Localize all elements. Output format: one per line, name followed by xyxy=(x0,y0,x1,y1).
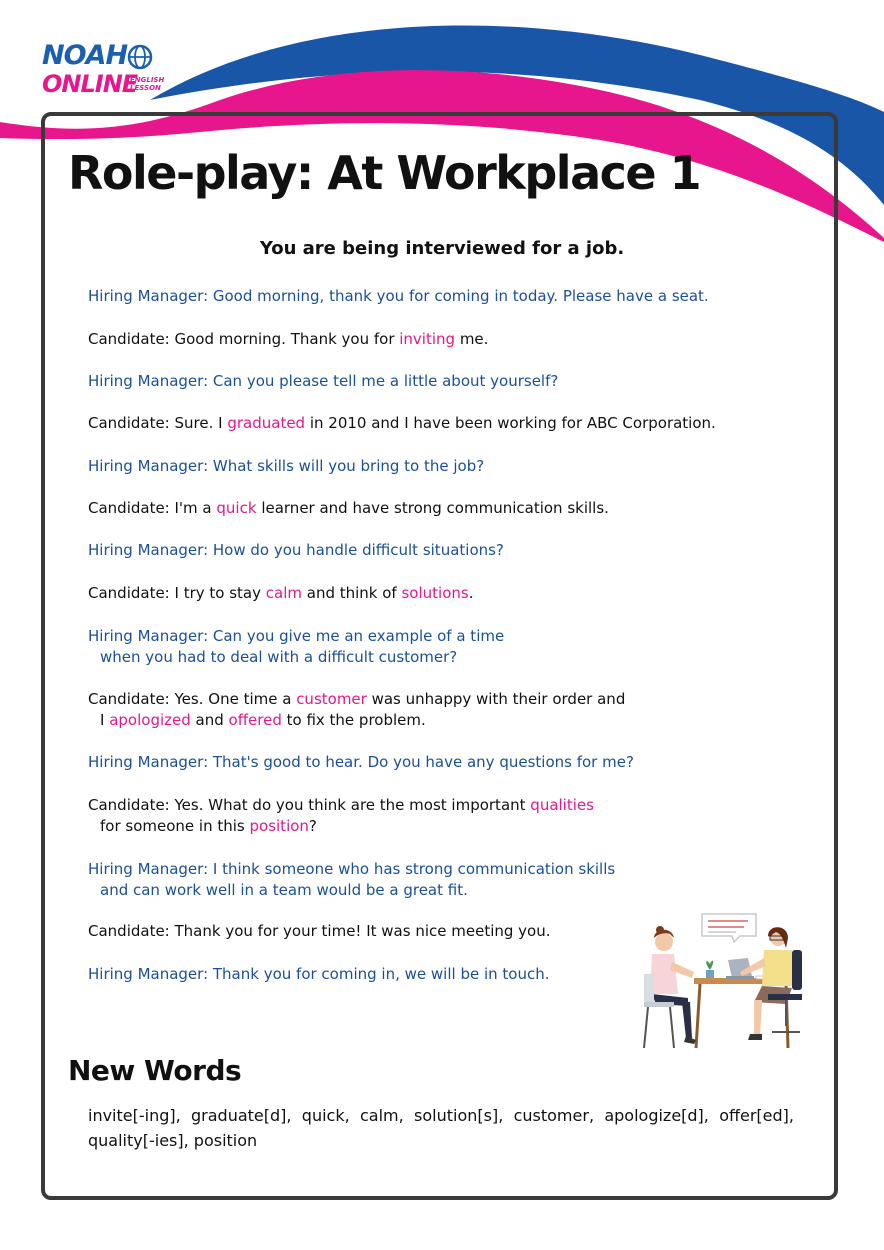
candidate-line xyxy=(88,413,716,434)
vocabulary-highlight: offered xyxy=(228,711,282,729)
vocabulary-highlight: customer xyxy=(296,690,367,708)
dialogue-text: and xyxy=(190,711,229,729)
hiring-manager-line xyxy=(88,286,709,307)
hiring-manager-line xyxy=(88,647,457,668)
dialogue-text: Candidate: Sure. I xyxy=(88,414,228,432)
dialogue-text: was unhappy with their order and xyxy=(366,690,626,708)
hiring-manager-line xyxy=(88,752,634,773)
dialogue-text: Candidate: Thank you for your time! It was nice meeting you. xyxy=(88,922,551,940)
job-interview-illustration xyxy=(636,908,808,1058)
dialogue-text: in 2010 and I have been working for ABC Corporation. xyxy=(305,414,716,432)
hiring-manager-line xyxy=(88,880,468,901)
dialogue-text: and think of xyxy=(301,584,402,602)
candidate-line xyxy=(88,583,473,604)
dialogue-text: Hiring Manager: Thank you for coming in, we will be in touch. xyxy=(88,965,550,983)
dialogue-text: Hiring Manager: Good morning, thank you for coming in today. Please have a seat. xyxy=(88,287,709,305)
hiring-manager-line xyxy=(88,626,504,647)
hiring-manager-line xyxy=(88,964,550,985)
vocabulary-highlight: inviting xyxy=(399,330,456,348)
logo-online-text: ONLINE xyxy=(42,70,138,98)
dialogue-text: Hiring Manager: That's good to hear. Do you have any questions for me? xyxy=(88,753,634,771)
new-words-list: invite[-ing], graduate[d], quick, calm, solution[s], customer, apologize[d], offer[ed], quality[-ies], position xyxy=(88,1106,794,1150)
globe-icon xyxy=(127,44,153,70)
dialogue-text: and can work well in a team would be a great fit. xyxy=(100,881,468,899)
new-words-heading: New Words xyxy=(68,1054,242,1087)
candidate-line xyxy=(88,689,625,710)
hiring-manager-line xyxy=(88,859,615,880)
vocabulary-highlight: apologized xyxy=(109,711,191,729)
dialogue-text: Hiring Manager: How do you handle difficult situations? xyxy=(88,541,504,559)
dialogue-text: Candidate: I'm a xyxy=(88,499,217,517)
vocabulary-highlight: graduated xyxy=(227,414,306,432)
dialogue-text: learner and have strong communication skills. xyxy=(256,499,609,517)
logo-subtitle: ENGLISH LESSON xyxy=(130,76,165,92)
dialogue-text: when you had to deal with a difficult customer? xyxy=(100,648,458,666)
vocabulary-highlight: qualities xyxy=(530,796,594,814)
dialogue-text: to fix the problem. xyxy=(281,711,426,729)
candidate-line xyxy=(88,710,426,731)
hiring-manager-line xyxy=(88,456,484,477)
page-title: Role-play: At Workplace 1 xyxy=(68,146,701,200)
logo-noah-text: NOAH xyxy=(42,40,128,71)
page-subtitle: You are being interviewed for a job. xyxy=(259,238,625,259)
candidate-line xyxy=(88,921,551,942)
dialogue-text: I xyxy=(100,711,110,729)
dialogue-text: Candidate: Yes. One time a xyxy=(88,690,297,708)
vocabulary-highlight: quick xyxy=(216,499,257,517)
dialogue-text: me. xyxy=(455,330,489,348)
dialogue-text: Hiring Manager: Can you please tell me a little about yourself? xyxy=(88,372,559,390)
brand-logo xyxy=(42,40,165,102)
candidate-line xyxy=(88,498,609,519)
dialogue-text: Hiring Manager: I think someone who has strong communication skills xyxy=(88,860,616,878)
dialogue-text: for someone in this xyxy=(100,817,250,835)
dialogue-text: Candidate: Good morning. Thank you for xyxy=(88,330,400,348)
hiring-manager-line xyxy=(88,540,504,561)
dialogue-text: Hiring Manager: Can you give me an example of a time xyxy=(88,627,505,645)
candidate-line xyxy=(88,795,594,816)
vocabulary-highlight: position xyxy=(249,817,309,835)
candidate-line xyxy=(88,329,488,350)
vocabulary-highlight: solutions xyxy=(401,584,469,602)
dialogue-text: . xyxy=(468,584,474,602)
hiring-manager-line xyxy=(88,371,558,392)
dialogue-text: Hiring Manager: What skills will you bring to the job? xyxy=(88,457,485,475)
vocabulary-highlight: calm xyxy=(265,584,302,602)
candidate-line xyxy=(88,816,317,837)
dialogue-text: Candidate: Yes. What do you think are the most important xyxy=(88,796,531,814)
dialogue-text: Candidate: I try to stay xyxy=(88,584,266,602)
dialogue-text: ? xyxy=(308,817,317,835)
